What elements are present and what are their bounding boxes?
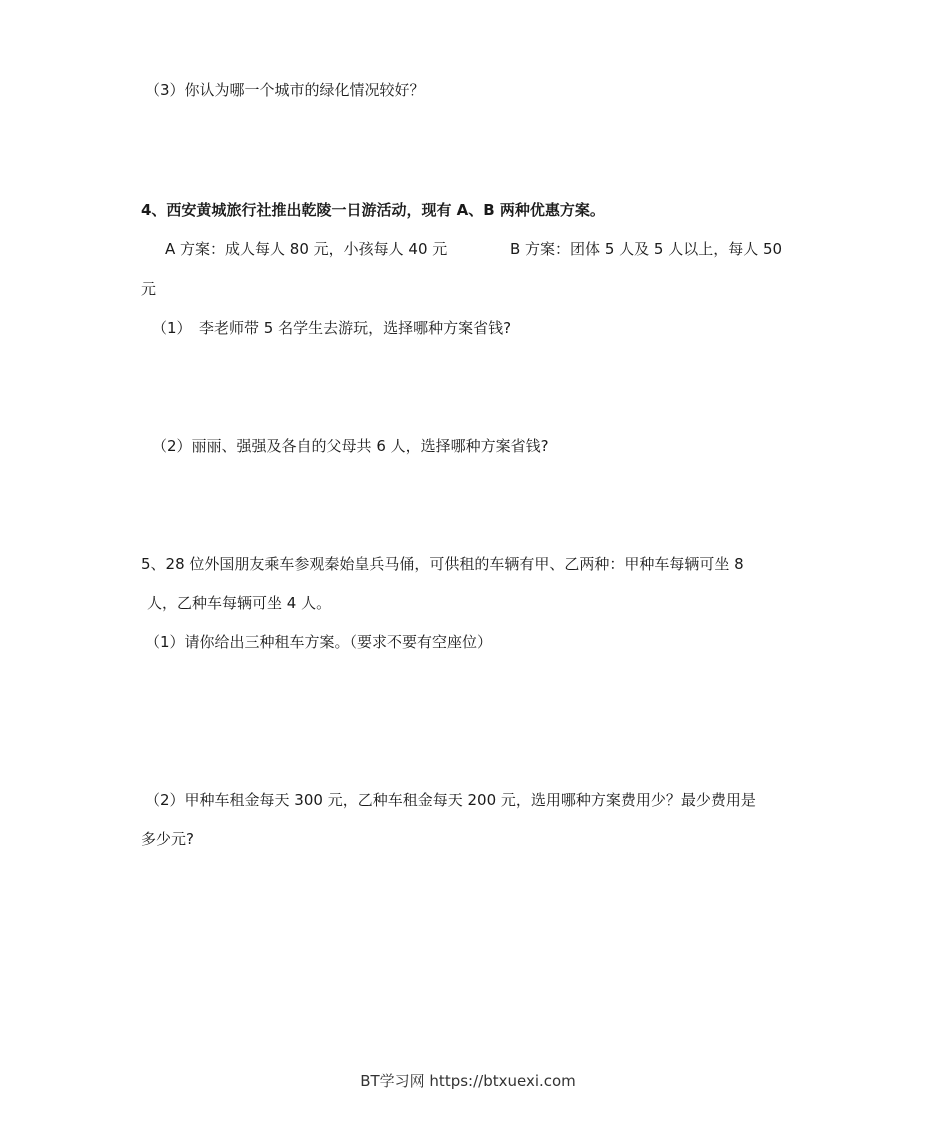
q3-sub3-question: （3）你认为哪一个城市的绿化情况较好？ <box>145 81 425 99</box>
q4-sub2-question: （2）丽丽、强强及各自的父母共 6 人，选择哪种方案省钱? <box>152 437 549 455</box>
q4-plan-b: B 方案：团体 5 人及 5 人以上，每人 50 <box>510 240 783 258</box>
q5-sub2-question-line2: 多少元? <box>141 830 194 848</box>
q5-sub2-question-line1: （2）甲种车租金每天 300 元，乙种车租金每天 200 元，选用哪种方案费用少？最少费用是 <box>145 791 756 809</box>
q5-question-line1: 5、28 位外国朋友乘车参观秦始皇兵马俑，可供租的车辆有甲、乙两种：甲种车每辆可坐 8 <box>141 555 744 573</box>
q4-sub1-question: （1） 李老师带 5 名学生去游玩，选择哪种方案省钱? <box>152 319 512 337</box>
q5-sub1-question: （1）请你给出三种租车方案。（要求不要有空座位） <box>145 633 493 651</box>
page-footer: BT学习网 https://btxuexi.com <box>360 1072 576 1090</box>
q5-question-line2: 人，乙种车每辆可坐 4 人。 <box>147 594 332 612</box>
q4-title: 4、西安黄城旅行社推出乾陵一日游活动，现有 A、B 两种优惠方案。 <box>141 201 605 219</box>
q4-plan-b-continued: 元 <box>141 280 157 298</box>
q4-plan-a: A 方案：成人每人 80 元，小孩每人 40 元 <box>165 240 448 258</box>
